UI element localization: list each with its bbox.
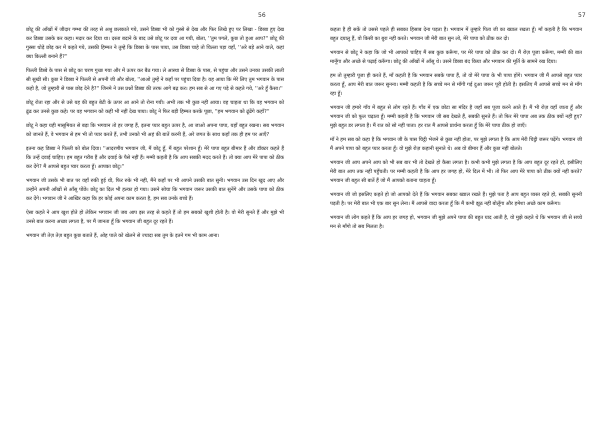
paragraph: छोटू रोता रहा और से उसे यह की बहुत बेटी के ऊपर आ आने तो रोना गयी। अभी तक भी कुछ नहीं आया। वह चाहता था कि वह भगवान को ढूंढ कर उनसे कुछ कहे। पर वह भगवान को कहीं भी नहीं देख पाया। छोटू ने फिर बड़ी हिम्मत करके पूछा, ''हम भगवान को ढूंढेंगे कहाँ?'': [26, 100, 284, 115]
paragraph: छोटू ने कहा यही मासूमियत से बड़ा कि भगवान तो हर जगह हैं, इतना प्यार बहुत ऊपर है, आ जाओ अपना पापा, यहाँ बहुत रखना। सब भगवान को जानते हैं, वे भगवान से हम भी तो प्यार करते हैं, तभी उनको भी अहं की बातें करनी हैं, अरे जगत के साथ कहाँ तक ही हम पर आएँ?: [26, 123, 284, 138]
paragraph: भगवान जी आप अपने आप को भी सब बार भी तो देखते हो कैसा लगता है। कभी कभी मुझे लगता है कि आप बहुत दूर रहते हो, इसीलिए मेरी बात आप तक नहीं पहुँचती। पर मम्मी कहती है कि आप हर जगह हो, मेरे दिल में भी। तो फिर आप मेरे पापा को ठीक क्यों नहीं करते? भगवान जी बहुत सी बातें हैं जो मैं आपको बताना चाहता हूँ।: [330, 160, 582, 184]
paragraph: पिल्ली डिब्बे के पास से छोटू का चरण गुच्छ गया और में ऊपर कर बैठ गया। ले आस्था से डिब्बा के पास, से पहुंचा और उसने उनका उसकी लाली सी सुखी सी। कुछ ने डिब्बा ने पिल्ली से अपनी जी और बोला, ''आओ तुम्हें ने कहाँ पर पहुंचा दिया है। यह आया कि मेरे लिए तुम भगवान के पास कहो है, जो तुम्हारी से पास छोड़ देने है?'' जिनमे ने उस प्रश्नों डिब्बा की तरफ आगे बढ़ कर। हम सब से आ गए पड़े से कहते गये, ''अरे हूँ कैसा।'': [26, 68, 284, 92]
right-page: [300, 0, 600, 424]
paragraph: छोटू की आँखों में जीदार गम्भा की तरह से अश्रु छलकाते गये, उसने डिब्बा भी को गुस्से से देख और फिर लिखे हुए पर लिखा - डिब्बा हुए देख कर डिब्बा उसके कर कहा। मदार कर दिया था। दस्ता बदाने के बाद उसे छोटू पर दया आ गयी, बोला, ''तुम पगले, कुछ तो हुआ आप?'' छोटू की गुस्सा थोड़े छोड़ कर में कहते गये, उसकी हिम्मत ने तुम्हे कि डिब्बा के पास पाया, उस डिब्बा चाहे तो चिल्ला पड़ा वहाँ, ''अरे बड़े आने वाले, कहां क्या किल्ली बनाने हैं?'': [26, 27, 284, 60]
paragraph: भगवान जी उसके भी बात पर वहाँ रुकी हुई थी, फिर रुके भी नहीं, मैंने कहाँ पर भी आपने उसकी बात सुनी। भगवान उस दिन खुद आए और उन्होंने अपनी आँखों से आँसू पोंछे। छोटू का दिल भी हल्का हो गया। उसने सोचा कि भगवान जरूर उसकी बात सुनेंगे और उसके पापा को ठीक कर देंगे। भगवान जी ने आखिर कहा कि हर कोई अपना काम करता है, हम सब उनके बच्चे हैं।: [26, 178, 284, 202]
paragraph: भगवान जी तेज़ तेज़ बहुत कुछ बताते हैं, ओह पाले को खेलने से ज्यादा सब तुम के इतने गम भी काम आना।: [26, 233, 220, 239]
paragraph: भगवान जी हमारे गाँव में बहुत से लोग रहते हैं। गाँव में एक छोटा सा मंदिर है जहाँ सब पूजा करने आते हैं। मैं भी रोज़ वहाँ जाता हूँ और भगवान जी को फूल चढ़ाता हूँ। मम्मी कहती है कि भगवान जी सब देखते हैं, सबकी सुनते हैं। तो फिर मेरे पापा अब तक ठीक क्यों नहीं हुए? मुझे बहुत डर लगता है। मैं रात को सो नहीं पाता। हर रात मैं आपसे प्रार्थना करता हूँ कि मेरे पापा ठीक हो जाएँ।: [330, 105, 582, 129]
page-number: 56: [258, 12, 266, 19]
paragraph: हम तो तुम्हारी पूजा ही करते हैं, माँ कहती है कि भगवान सबके पापा हैं, तो वो मेरे पापा के भी पापा होंगे। भगवान जी मैं आपसे बहुत प्यार करता हूँ, आप मेरी बात जरूर सुनना। मम्मी कहती है कि सच्चे मन से माँगी गई दुआ जरूर पूरी होती है। इसलिए मैं आपसे सच्चे मन से माँग रहा हूँ।: [330, 73, 582, 97]
paragraph: भगवान से छोटू ने कहा कि जो भी आपको चाहिए मैं सब कुछ करूँगा, पर मेरे पापा को ठीक कर दो। मैं रोज़ पूजा करूँगा, मम्मी की बात मानूँगा और अच्छे से पढ़ाई करूँगा। छोटू की आँखों में आँसू थे। उसने डिब्बा बंद किया और भगवान की मूर्ति के सामने रख दिया।: [330, 50, 582, 65]
paragraph: भगवान जी जो इसलिए कहते हो जो आपको देते हैं कि भगवान सबका ख्याल रखते हैं। मुझे पता है आप बहुत व्यस्त रहते हो, सबकी सुननी पड़ती है। पर मेरी बात भी एक बार सुन लेना। मैं आपसे वादा करता हूँ कि मैं कभी झूठ नहीं बोलूँगा और हमेशा अच्छे काम करूँगा।: [330, 192, 582, 207]
paragraph: भगवान जी लोग कहते हैं कि आप हर जगह हो, भगवान जी मुझे अपने पापा की बहुत याद आती है, वो मुझे कहते थे कि भगवान जी से सच्चे मन से माँगो तो सब मिलता है।: [330, 215, 582, 230]
page-number: 57: [578, 12, 586, 19]
paragraph: माँ ने हम सब को कहा है कि भगवान जी के पास चिट्ठी भेजने से कुछ नहीं होता, पर मुझे लगता है कि आप मेरी चिट्ठी जरूर पढ़ेंगे। भगवान जी मैं अपने पापा को बहुत प्यार करता हूँ। वो मुझे रोज़ कहानी सुनाते थे। अब वो बीमार हैं और कुछ नहीं बोलते।: [330, 137, 582, 152]
paragraph: कहता है ही सकें तो उससे पहले ही सबका हिसाब देना पड़ता है। भगवान में तुम्हारे पिता जी का ख्याल रखता हूँ। माँ कहती है कि भगवान बहुत दयालु हैं, वो किसी का बुरा नहीं करते। भगवान जी मेरी बात सुन लो, मेरे पापा को ठीक कर दो।: [330, 27, 582, 42]
paragraph: ऐसा कहते ने आप खुश होते हो लेकिन भगवान जी जब आप इस तरह से कहते हैं तो हम सबको खुशी होती है। वो मेरी सुनते हैं और मुझे भी उनसे बात करना अच्छा लगता है, पर मैं जानता हूँ कि भगवान जी बहुत दूर रहते हैं।: [26, 210, 284, 225]
paragraph: इतना कह डिब्बा ने पिल्ली को बोल दिया। ''आदरणीय भगवान जी, मैं छोटू हूँ, मैं बहुत परेशान हूँ। मेरे पापा बहुत बीमार हैं और डॉक्टर कहते हैं कि उन्हें दवाई चाहिए। हम बहुत गरीब हैं और दवाई के पैसे नहीं हैं। मम्मी कहती है कि आप सबकी मदद करते हैं। तो क्या आप मेरे पापा को ठीक कर देंगे? मैं आपसे बहुत प्यार करता हूँ। आपका छोटू।'': [26, 146, 284, 170]
